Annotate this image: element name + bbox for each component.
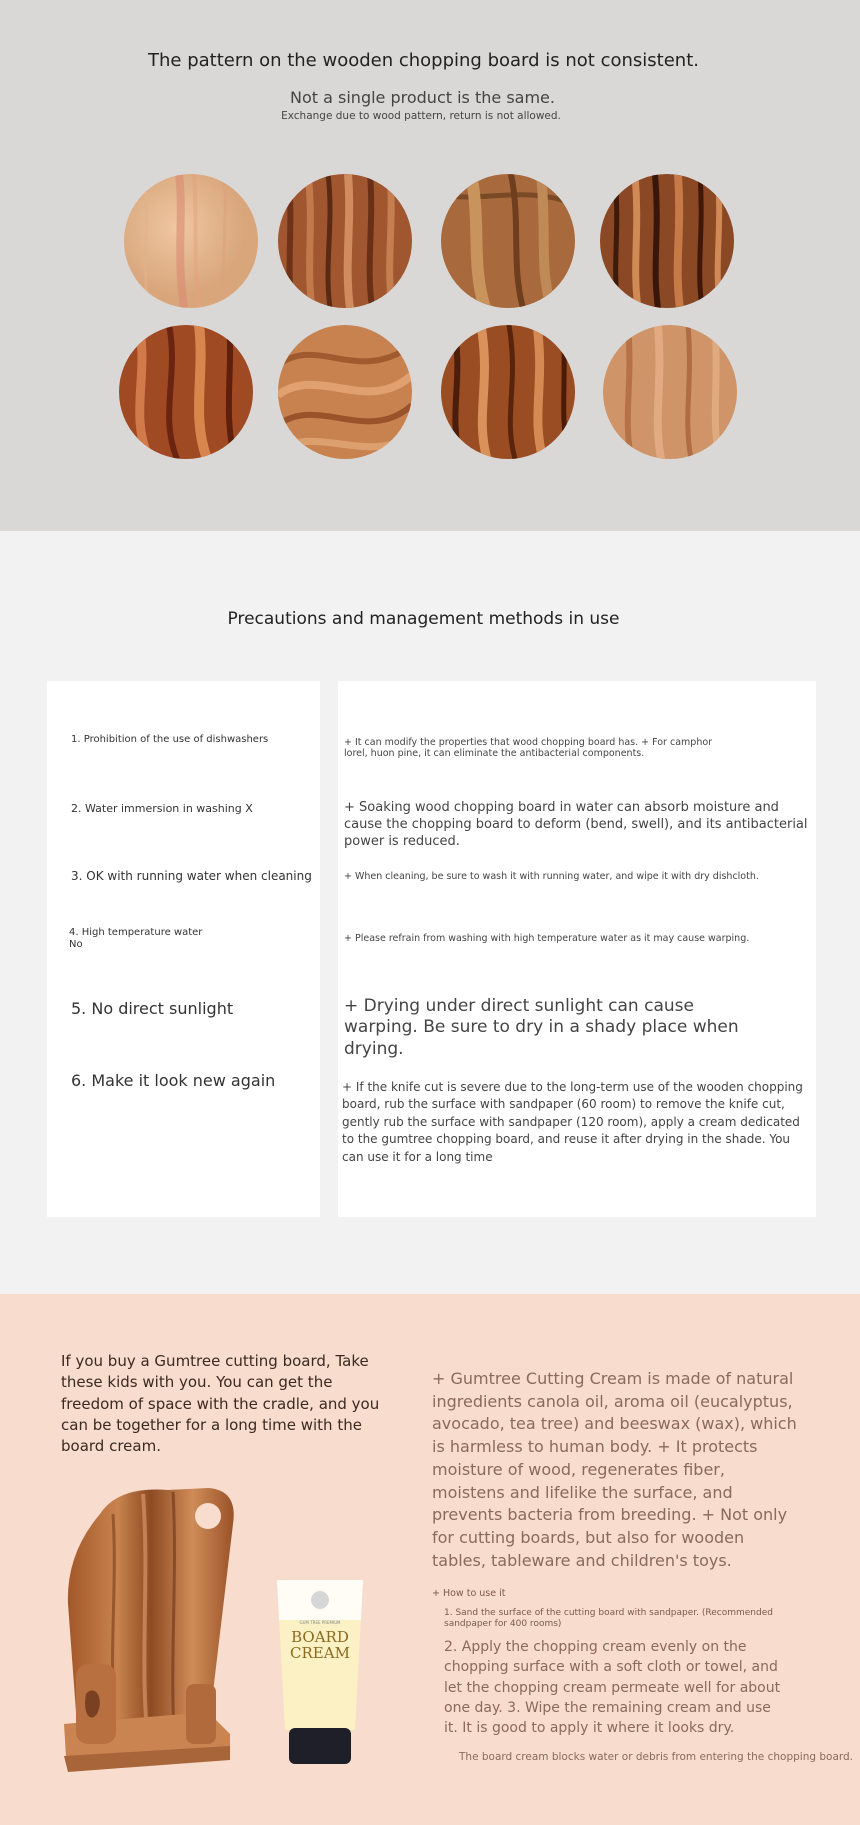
tube-brand: GUM TREE PREMIUM	[299, 1620, 341, 1625]
how-to-step-2: 2. Apply the chopping cream evenly on the chopping surface with a soft cloth or towel, and let the chopping cream permeate well for about one day. 3. Wipe the remaining cream and use it. It is good to apply it where it looks dry.	[444, 1639, 781, 1737]
precaution-label-5: 5. No direct sunlight	[71, 999, 234, 1018]
wood-sample-7	[441, 325, 575, 459]
board-cream-tube	[275, 1580, 365, 1766]
wood-sample-8	[603, 325, 737, 459]
board-cream-section	[0, 1294, 860, 1825]
wood-pattern-section	[0, 0, 860, 531]
precaution-label-3: 3. OK with running water when cleaning	[71, 869, 312, 883]
wood-sample-6	[278, 325, 412, 459]
precautions-title: Precautions and management methods in use	[227, 609, 620, 629]
wood-sample-2	[278, 174, 412, 308]
precaution-desc-1: + It can modify the properties that wood chopping board has. + For camphor lorel, huon pine, it can eliminate the antibacterial components.	[344, 737, 713, 760]
wood-sample-5	[119, 325, 253, 459]
pattern-subtitle: Not a single product is the same.	[290, 88, 555, 107]
precaution-desc-6: + If the knife cut is severe due to the long-term use of the wooden chopping board, rub the surface with sandpaper (60 room) to remove the knife cut, gently rub the surface with sandpaper (120 room), apply a cream dedicated to the gumtree chopping board, and reuse it after drying in the shade. You can use it for a long time	[342, 1080, 803, 1164]
how-to-heading: + How to use it	[432, 1588, 506, 1599]
pattern-title: The pattern on the wooden chopping board is not consistent.	[148, 50, 699, 71]
tube-line-2: CREAM	[290, 1644, 350, 1662]
pattern-note: Exchange due to wood pattern, return is not allowed.	[281, 110, 561, 122]
tube-line-1: BOARD	[291, 1628, 349, 1646]
cream-description: + Gumtree Cutting Cream is made of natural ingredients canola oil, aroma oil (eucalyptus, avocado, tea tree) and beeswax (wax), which is harmless to human body. + It protects moisture of wood, regenerates fiber, moistens and lifelike the surface, and prevents bacteria from breeding. + Not only for cutting boards, but also for wooden tables, tableware and children's toys.	[432, 1369, 797, 1570]
precautions-desc-panel	[338, 681, 816, 1217]
precautions-label-panel	[47, 681, 320, 1217]
wood-sample-4	[600, 174, 734, 308]
precaution-desc-3: + When cleaning, be sure to wash it with running water, and wipe it with dry dishcloth.	[344, 871, 759, 882]
precaution-desc-5: + Drying under direct sunlight can cause warping. Be sure to dry in a shady place when drying.	[344, 996, 739, 1059]
precaution-label-1: 1. Prohibition of the use of dishwashers	[71, 734, 269, 745]
wood-sample-3	[441, 174, 575, 308]
precaution-desc-2: + Soaking wood chopping board in water can absorb moisture and cause the chopping board to deform (bend, swell), and its antibacterial power is reduced.	[344, 800, 808, 849]
precaution-label-6: 6. Make it look new again	[71, 1071, 276, 1090]
wood-sample-1	[124, 174, 258, 308]
precaution-desc-4: + Please refrain from washing with high temperature water as it may cause warping.	[344, 933, 750, 944]
precaution-label-2: 2. Water immersion in washing X	[71, 802, 253, 815]
cream-block-note: The board cream blocks water or debris from entering the chopping board.	[459, 1751, 854, 1763]
precaution-label-4: 4. High temperature water No	[69, 927, 203, 950]
cream-intro: If you buy a Gumtree cutting board, Take these kids with you. You can get the freedom of space with the cradle, and you can be together for a long time with the board cream.	[61, 1352, 380, 1456]
cutting-board-image	[58, 1484, 248, 1784]
precautions-section	[0, 531, 860, 1294]
how-to-step-1: 1. Sand the surface of the cutting board with sandpaper. (Recommended sandpaper for 400 rooms)	[444, 1608, 773, 1629]
